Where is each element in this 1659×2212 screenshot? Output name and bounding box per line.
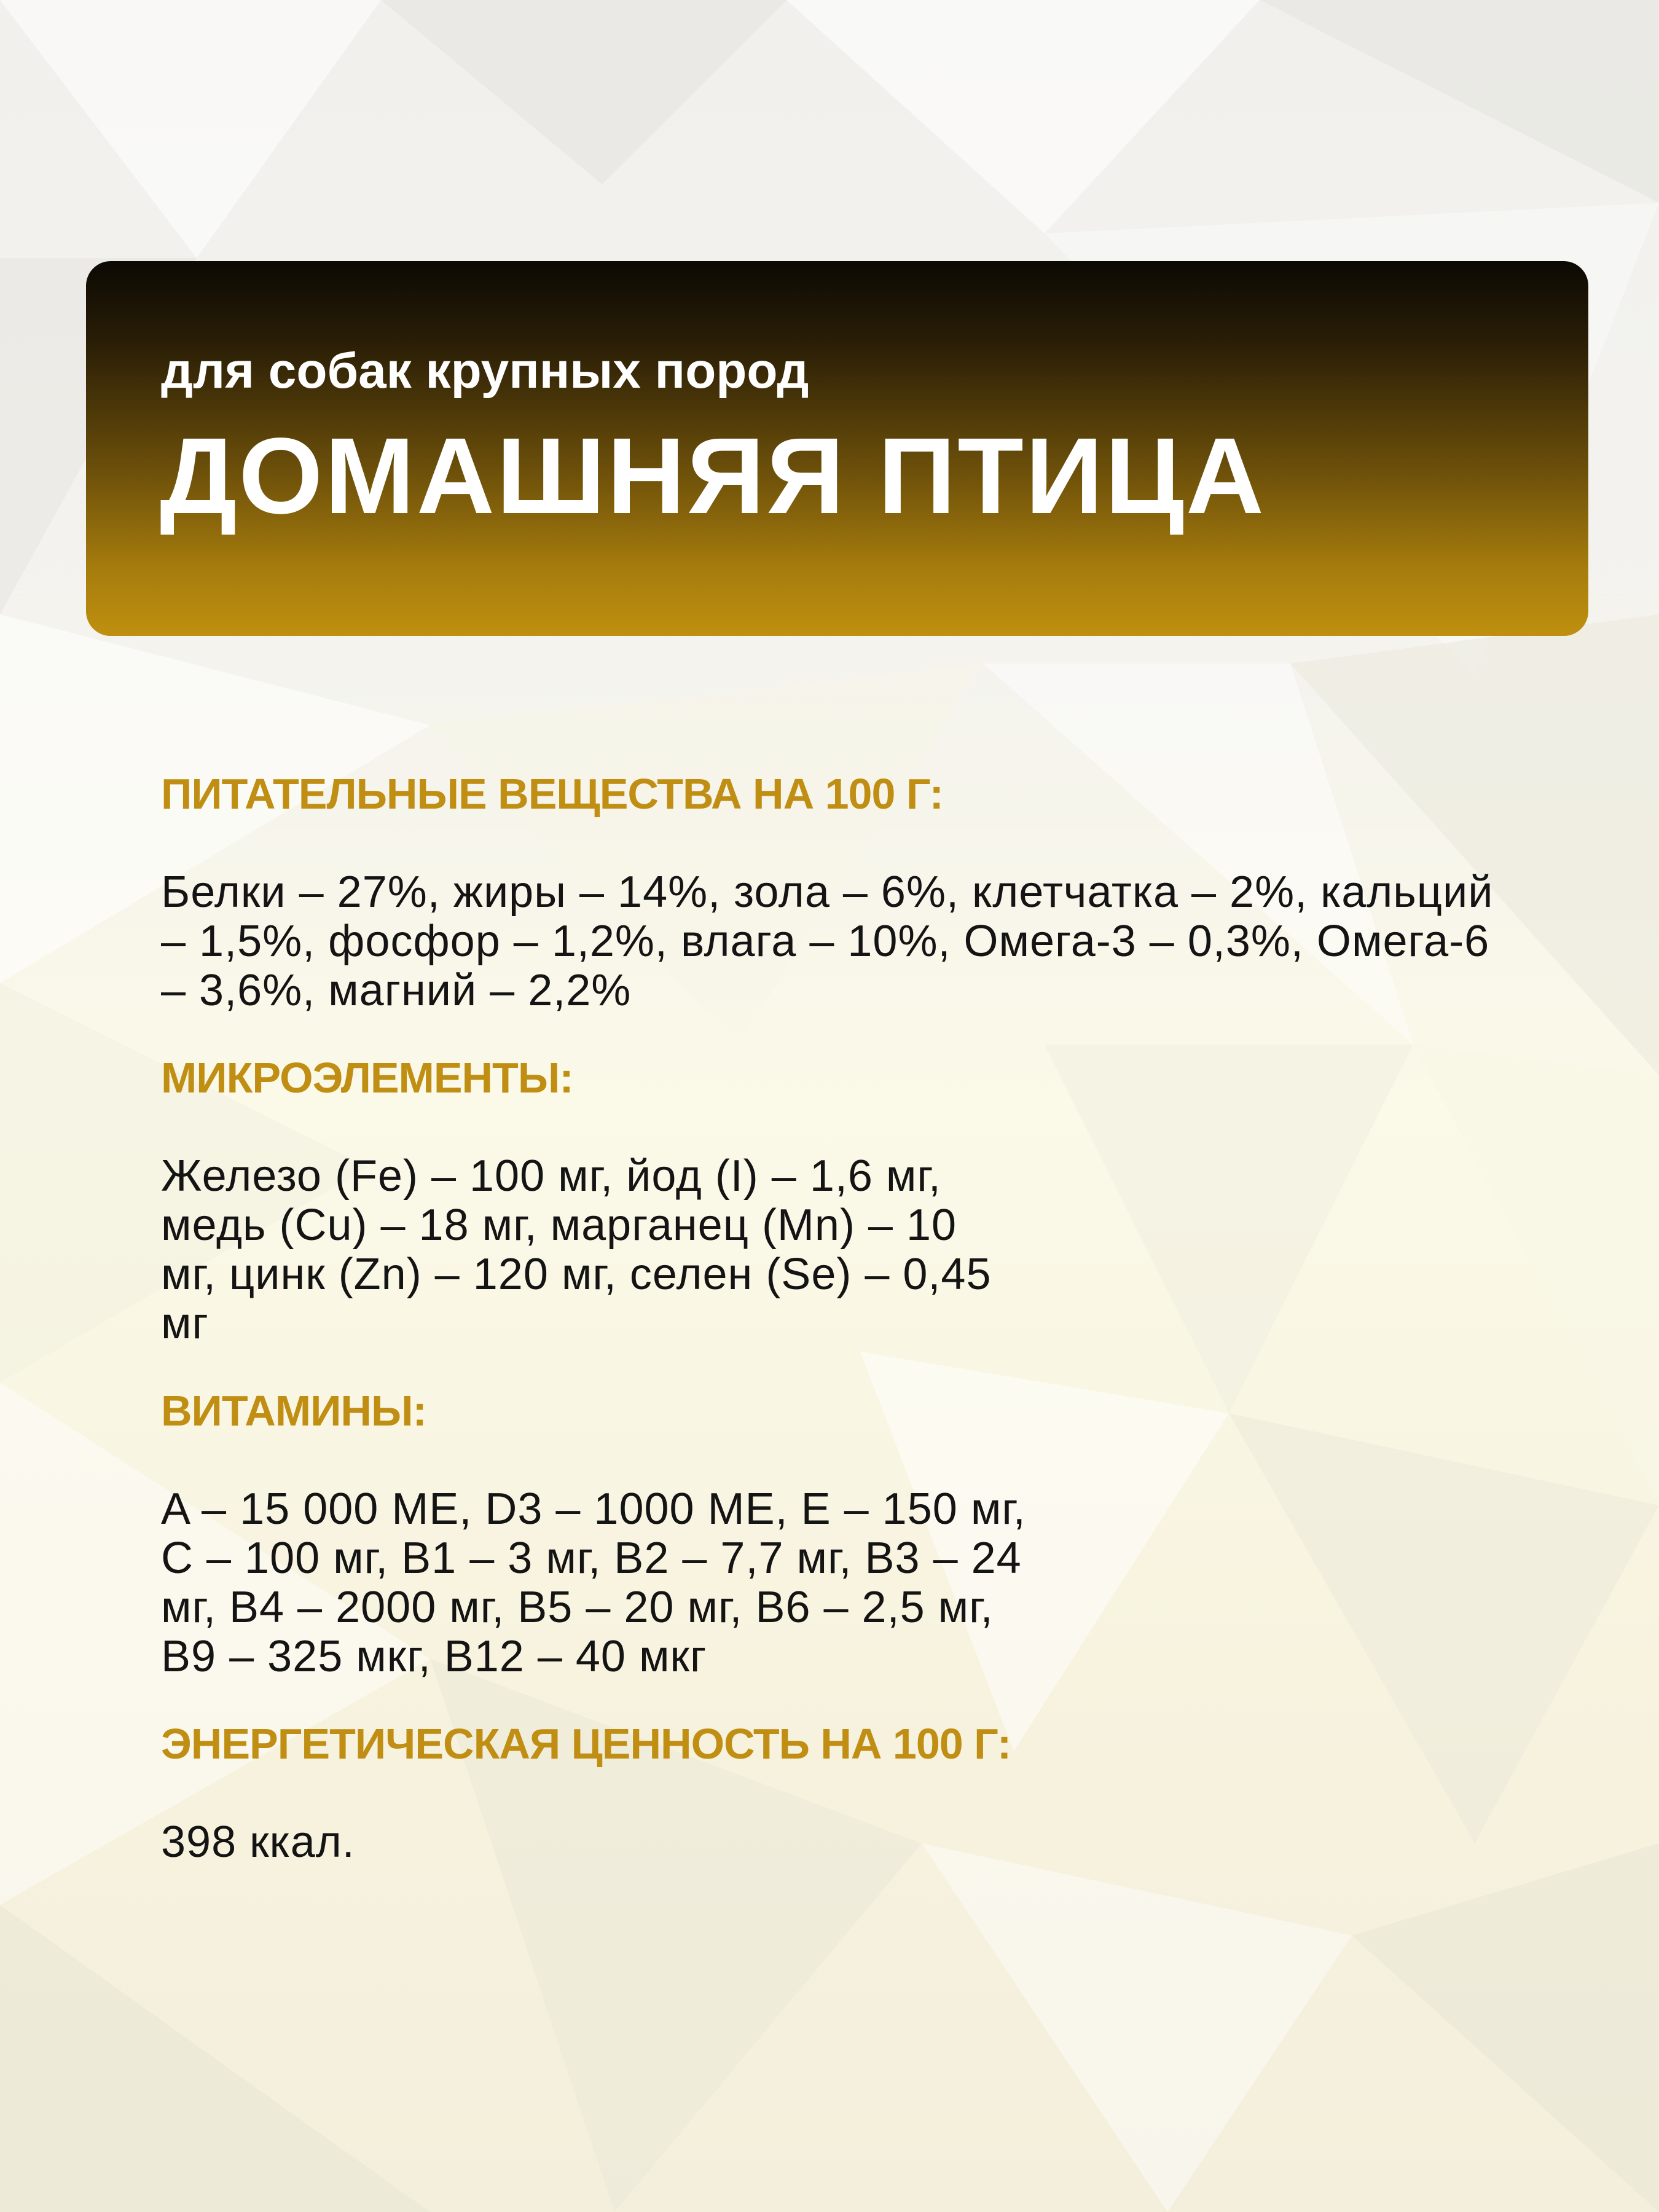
vitamins-text: A – 15 000 МЕ, D3 – 1000 МЕ, E – 150 мг, C – 100 мг, B1 – 3 мг, B2 – 7,7 мг, B3 – 24 мг, B4 – 2000 мг, B5 – 20 мг, B6 – 2,5 мг, B9 – 325 мкг, B12 – 40 мкг bbox=[161, 1484, 1026, 1681]
nutrition-content bbox=[161, 769, 1513, 1867]
microelements-heading: МИКРОЭЛЕМЕНТЫ: bbox=[161, 1054, 573, 1102]
energy-text: 398 ккал. bbox=[161, 1818, 355, 1867]
nutrients-heading: ПИТАТЕЛЬНЫЕ ВЕЩЕСТВА НА 100 Г: bbox=[161, 770, 943, 818]
energy-heading: ЭНЕРГЕТИЧЕСКАЯ ЦЕННОСТЬ НА 100 Г: bbox=[161, 1720, 1011, 1768]
header-banner bbox=[86, 261, 1588, 636]
header-subtitle: для собак крупных пород bbox=[161, 343, 809, 399]
vitamins-heading: ВИТАМИНЫ: bbox=[161, 1387, 426, 1435]
nutrients-text: Белки – 27%, жиры – 14%, зола – 6%, клетчатка – 2%, кальций – 1,5%, фосфор – 1,2%, влага – 10%, Омега-3 – 0,3%, Омега-6 – 3,6%, магний – 2,2% bbox=[161, 868, 1494, 1015]
header-title: ДОМАШНЯЯ ПТИЦА bbox=[160, 416, 1266, 536]
microelements-text: Железо (Fe) – 100 мг, йод (I) – 1,6 мг, медь (Cu) – 18 мг, марганец (Mn) – 10 мг, цинк (Zn) – 120 мг, селен (Se) – 0,45 мг bbox=[161, 1151, 992, 1348]
